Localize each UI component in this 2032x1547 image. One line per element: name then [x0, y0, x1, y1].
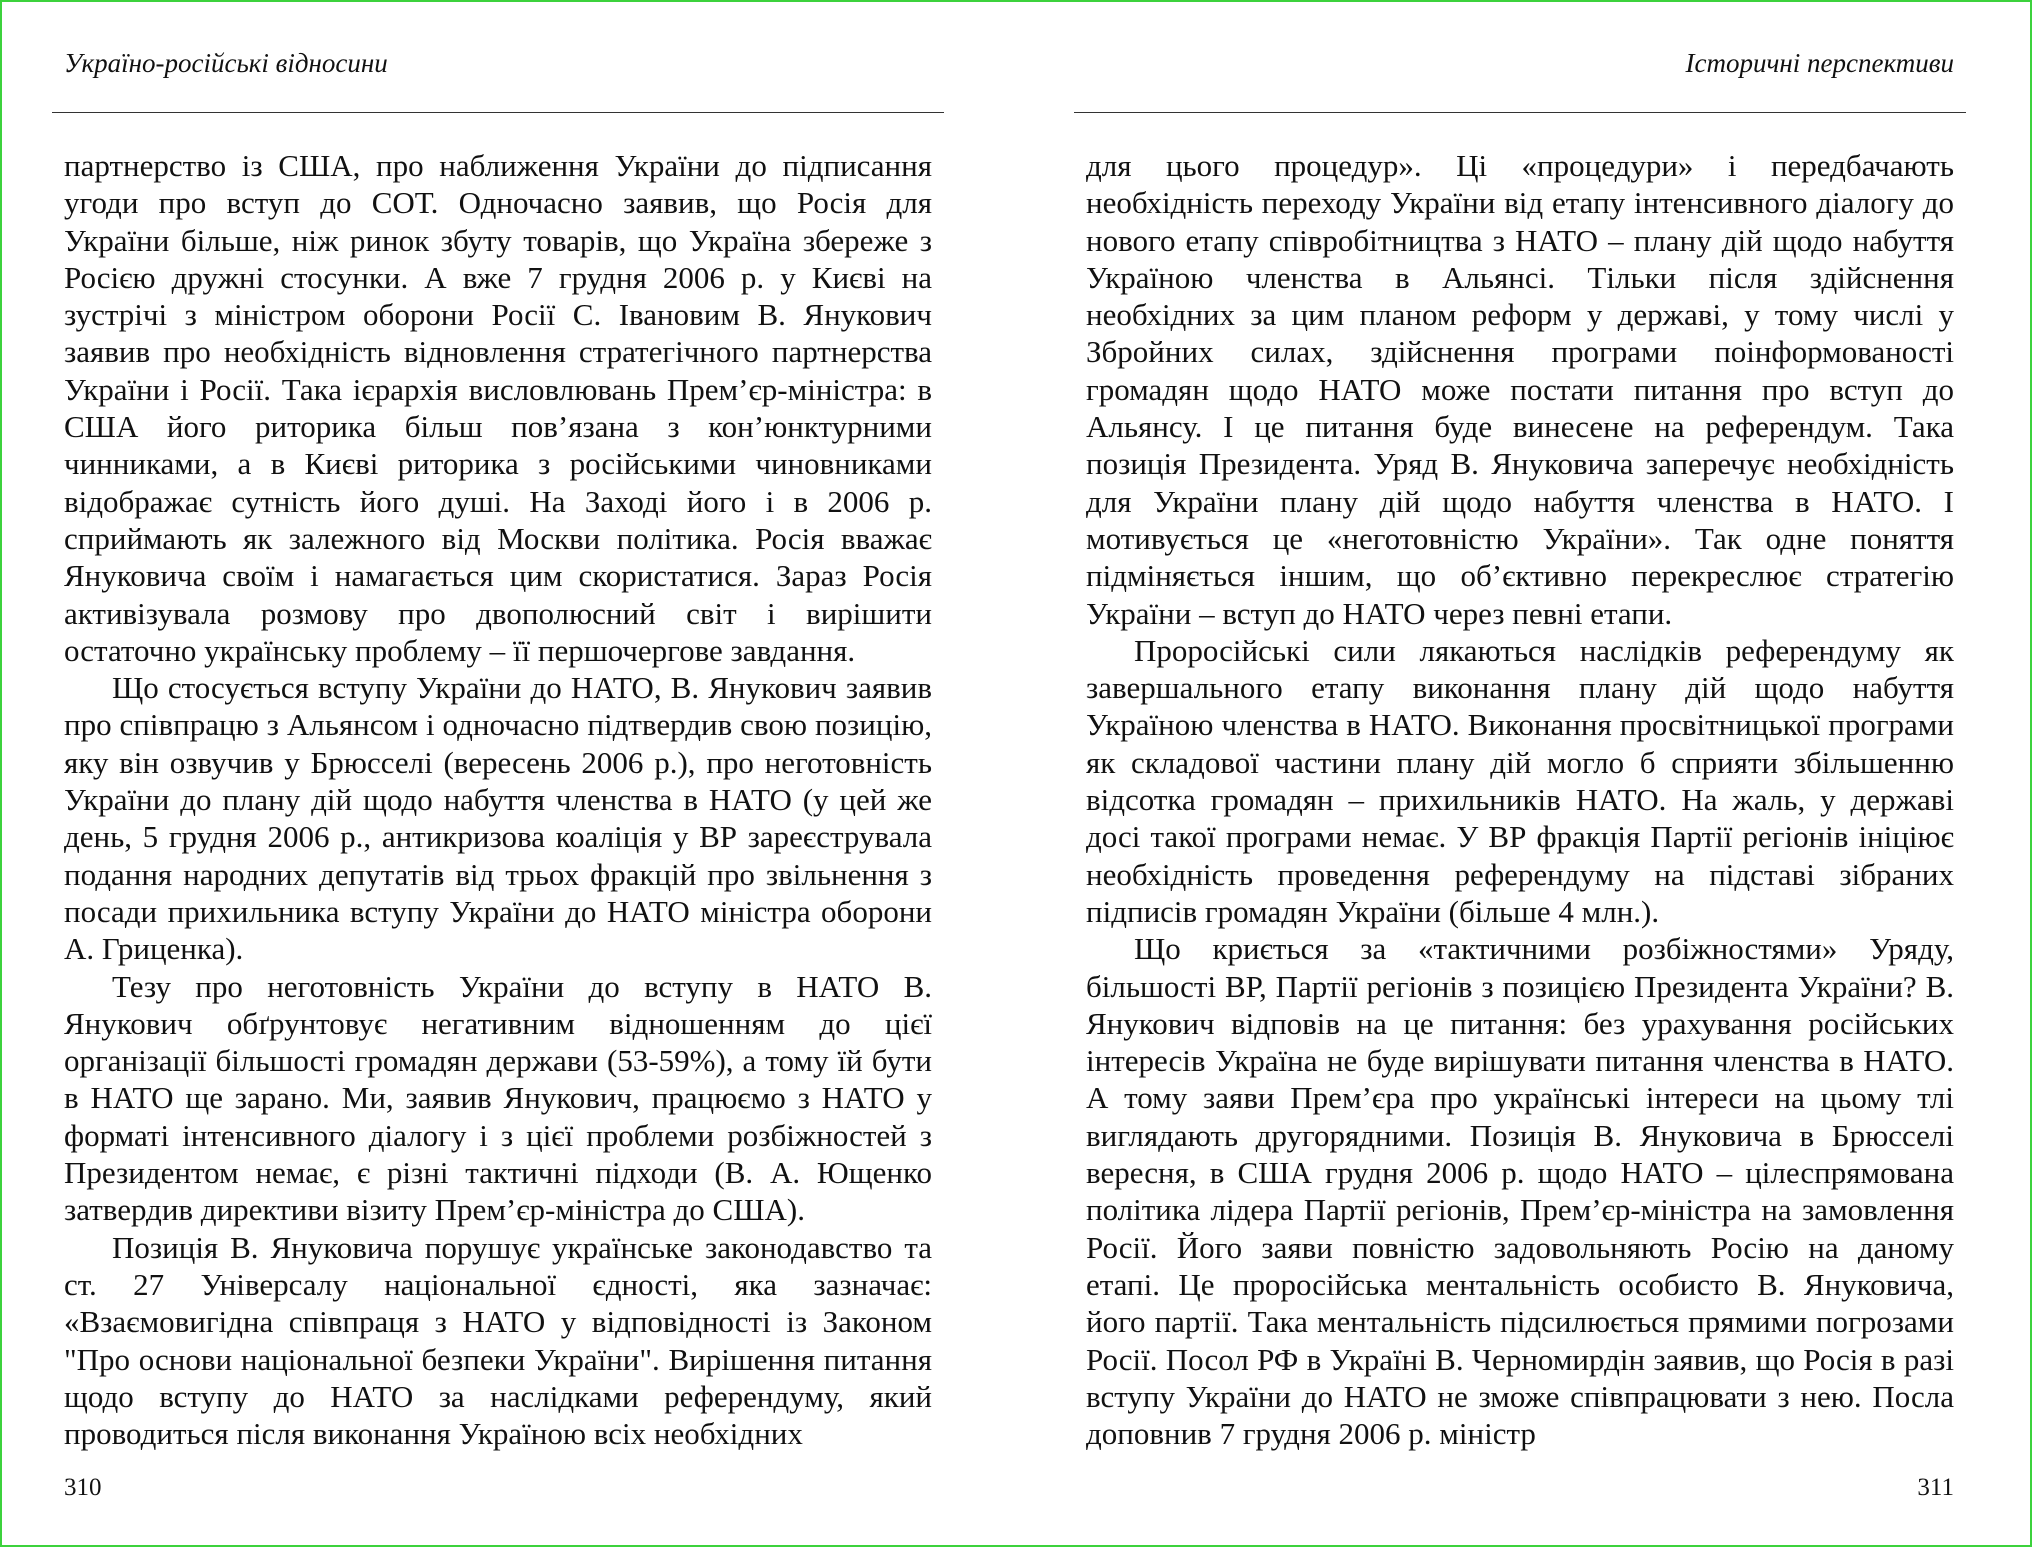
page-number-right: 311	[1917, 1474, 1954, 1501]
paragraph: Проросійські сили лякаються наслідків референдуму як завершального етапу виконання плану дій щодо набуття Україною членства в НАТО. Виконання просвітницької програми як складової частини плану дій могло б сприяти збільшенню відсотка громадян – прихильників НАТО. На жаль, у державі досі такої програми немає. У ВР фракція Партії регіонів ініціює необхідність проведення референдуму на підставі зібраних підписів громадян України (більше 4 млн.).	[1086, 632, 1954, 929]
running-head-right: Історичні перспективи	[1685, 48, 1954, 78]
paragraph: для цього процедур». Ці «процедури» і передбачають необхідність переходу України від етапу інтенсивного діалогу до нового етапу співробітництва з НАТО – плану дій щодо набуття Україною членства в Альянсі. Тільки після здійснення необхідних за цим планом реформ у державі, у тому числі у Збройних силах, здійснення програми поінформованості громадян щодо НАТО може постати питання про вступ до Альянсу. І це питання буде винесене на референдум. Така позиція Президента. Уряд В. Януковича заперечує необхідність для України плану дій щодо набуття членства в НАТО. І мотивується це «неготовністю України». Так одне поняття підміняється іншим, що об’єктивно перекреслює стратегію України – вступ до НАТО через певні етапи.	[1086, 148, 1954, 631]
right-page-text	[1086, 147, 1954, 1452]
left-page-text	[64, 147, 932, 1452]
running-head-left: Україно-російські відносини	[64, 48, 388, 78]
paragraph: партнерство із США, про наближення України до підписання угоди про вступ до СОТ. Одночасно заявив, що Росія для України більше, ніж ринок збуту товарів, що Україна збереже з Росією дружні стосунки. А вже 7 грудня 2006 р. у Києві на зустрічі з міністром оборони Росії С. Івановим В. Янукович заявив про необхідність відновлення стратегічного партнерства України і Росії. Така ієрархія висловлювань Прем’єр-міністра: в США його риторика більш пов’язана з кон’юнктурними чинниками, а в Києві риторика з російськими чиновниками відображає сутність його душі. На Заході його і в 2006 р. сприймають як залежного від Москви політика. Росія вважає Януковича своїм і намагається цим скористатися. Зараз Росія активізувала розмову про двополюсний світ і вирішити остаточно українську проблему – її першочергове завдання.	[64, 148, 932, 668]
page-number-left: 310	[64, 1474, 102, 1501]
paragraph: Що стосується вступу України до НАТО, В. Янукович заявив про співпрацю з Альянсом і одночасно підтвердив свою позицію, яку він озвучив у Брюсселі (вересень 2006 р.), про неготовність України до плану дій щодо набуття членства в НАТО (у цей же день, 5 грудня 2006 р., антикризова коаліція у ВР зареєструвала подання народних депутатів від трьох фракцій про звільнення з посади прихильника вступу України до НАТО міністра оборони А. Гриценка).	[64, 670, 932, 967]
paragraph: Що криється за «тактичними розбіжностями» Уряду, більшості ВР, Партії регіонів з позицією Президента України? В. Янукович відповів на це питання: без урахування російських інтересів Україна не буде вирішувати питання членства в НАТО. А тому заяви Прем’єра про українські інтереси на цьому тлі виглядають другорядними. Позиція В. Януковича в Брюсселі вересня, в США грудня 2006 р. щодо НАТО – цілеспрямована політика лідера Партії регіонів, Прем’єр-міністра на замовлення Росії. Його заяви повністю задовольняють Росію на даному етапі. Це проросійська ментальність особисто В. Януковича, його партії. Така ментальність підсилюється прямими погрозами Росії. Посол РФ в Україні В. Черномирдін заявив, що Росія в разі вступу України до НАТО не зможе співпрацювати з нею. Посла доповнив 7 грудня 2006 р. міністр	[1086, 931, 1954, 1452]
left-page	[52, 0, 944, 1547]
paragraph: Позиція В. Януковича порушує українське законодавство та ст. 27 Універсалу національної єдності, яка зазначає: «Взаємовигідна співпраця з НАТО у відповідності із Законом "Про основи національної безпеки України". Вирішення питання щодо вступу до НАТО за наслідками референдуму, який проводиться після виконання Україною всіх необхідних	[64, 1229, 932, 1452]
paragraph: Тезу про неготовність України до вступу в НАТО В. Янукович обґрунтовує негативним відношенням до цієї організації більшості громадян держави (53-59%), а тому їй бути в НАТО ще зарано. Ми, заявив Янукович, працюємо з НАТО у форматі інтенсивного діалогу і з цієї проблеми розбіжностей з Президентом немає, є різні тактичні підходи (В. А. Ющенко затвердив директиви візиту Прем’єр-міністра до США).	[64, 968, 932, 1228]
right-page	[1074, 0, 1966, 1547]
header-rule-right	[1074, 112, 1966, 113]
header-rule-left	[52, 112, 944, 113]
